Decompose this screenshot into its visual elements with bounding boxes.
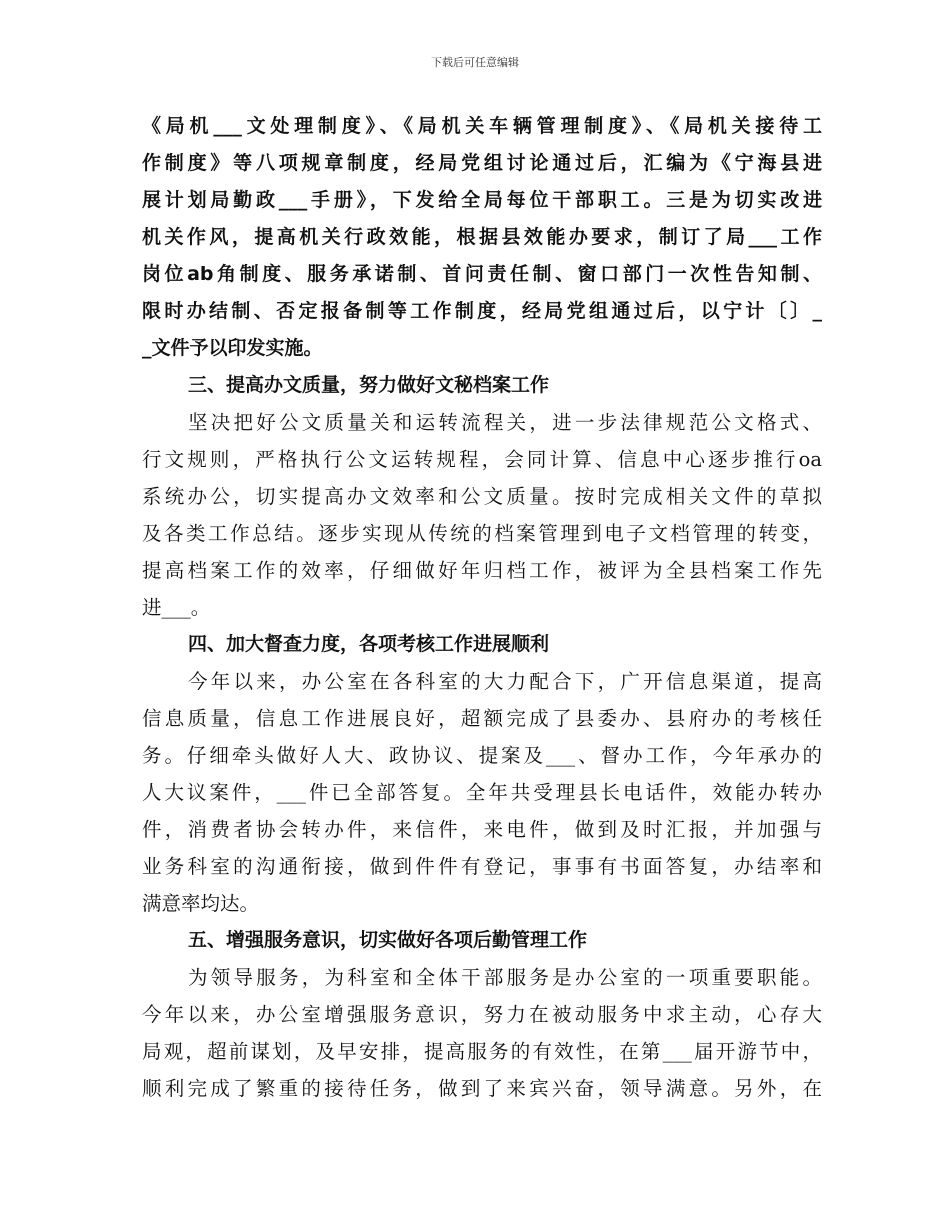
page-header-note: 下载后可任意编辑 bbox=[431, 56, 519, 69]
text-line: 满意率均达。 bbox=[142, 892, 260, 915]
text-line: 展计划局勤政___手册》，下发给全局每位干部职工。三是为切实改进 bbox=[142, 189, 822, 211]
document-body bbox=[142, 108, 822, 1107]
paragraph-section-5 bbox=[142, 959, 822, 1107]
text-line: 及各类工作总结。逐步实现从传统的档案管理到电子文档管理的转变， bbox=[142, 522, 822, 545]
text-line: 局观，超前谋划，及早安排，提高服务的有效性，在第___届开游节中， bbox=[142, 1040, 822, 1063]
text-line: 顺利完成了繁重的接待任务，做到了来宾兴奋，领导满意。另外，在 bbox=[142, 1077, 822, 1100]
text-line: 今年以来，办公室在各科室的大力配合下，广开信息渠道，提高 bbox=[188, 670, 822, 693]
text-line: 提高档案工作的效率，仔细做好年归档工作，被评为全县档案工作先 bbox=[142, 559, 822, 582]
text-line: 信息质量，信息工作进展良好，超额完成了县委办、县府办的考核任 bbox=[142, 707, 822, 730]
paragraph-regulations bbox=[142, 108, 822, 367]
text-line: 件，消费者协会转办件，来信件，来电件，做到及时汇报，并加强与 bbox=[142, 818, 822, 841]
section-heading-5: 五、增强服务意识，切实做好各项后勤管理工作 bbox=[188, 929, 588, 951]
text-line: 限时办结制、否定报备制等工作制度，经局党组通过后，以宁计〔〕_ bbox=[142, 300, 822, 322]
paragraph-section-4 bbox=[142, 663, 822, 922]
section-heading-3: 三、提高办文质量，努力做好文秘档案工作 bbox=[188, 374, 550, 396]
text-line: 机关作风，提高机关行政效能，根据县效能办要求，制订了局___工作 bbox=[142, 226, 822, 248]
paragraph-section-3 bbox=[142, 404, 822, 626]
text-line: _文件予以印发实施。 bbox=[142, 337, 323, 359]
text-line: 坚决把好公文质量关和运转流程关，进一步法律规范公文格式、 bbox=[188, 411, 822, 434]
text-line: 务。仔细牵头做好人大、政协议、提案及___、督办工作，今年承办的 bbox=[142, 744, 822, 767]
text-line: 今年以来，办公室增强服务意识，努力在被动服务中求主动，心存大 bbox=[142, 1003, 822, 1026]
section-heading-4: 四、加大督查力度，各项考核工作进展顺利 bbox=[188, 633, 550, 655]
text-line: 岗位ab角制度、服务承诺制、首问责任制、窗口部门一次性告知制、 bbox=[142, 263, 822, 285]
text-line: 人大议案件，___件已全部答复。全年共受理县长电话件，效能办转办 bbox=[142, 781, 822, 804]
text-line: 业务科室的沟通衔接，做到件件有登记，事事有书面答复，办结率和 bbox=[142, 855, 822, 878]
text-line: 系统办公，切实提高办文效率和公文质量。按时完成相关文件的草拟 bbox=[142, 485, 822, 508]
text-line: 为领导服务，为科室和全体干部服务是办公室的一项重要职能。 bbox=[188, 966, 822, 989]
text-line: 行文规则，严格执行公文运转规程，会同计算、信息中心逐步推行oa bbox=[142, 448, 822, 471]
text-line: 进___。 bbox=[142, 596, 211, 619]
text-line: 作制度》等八项规章制度，经局党组讨论通过后，汇编为《宁海县进 bbox=[142, 152, 822, 174]
text-line: 《局机___文处理制度》、《局机关车辆管理制度》、《局机关接待工 bbox=[142, 115, 822, 137]
